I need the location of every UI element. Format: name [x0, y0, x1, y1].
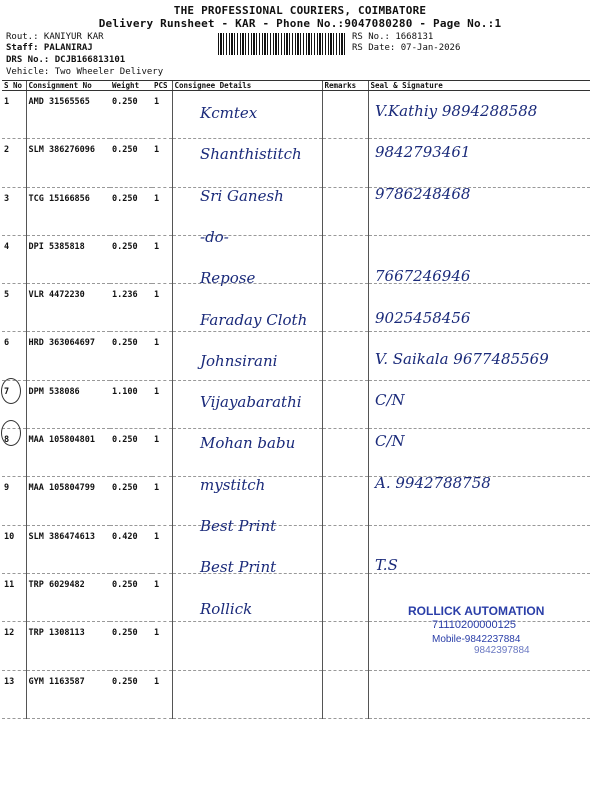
row-weight: 0.250 [110, 477, 152, 525]
row-pcs: 1 [152, 622, 172, 670]
row-pcs: 1 [152, 284, 172, 332]
row-signature-cell [368, 525, 590, 573]
row-weight: 0.250 [110, 139, 152, 187]
stamp-name: ROLLICK AUTOMATION [408, 604, 545, 618]
row-pcs: 1 [152, 573, 172, 621]
vehicle-label: Vehicle: Two Wheeler Delivery [6, 67, 164, 77]
drs-number: DRS No.: DCJB166813101 [6, 55, 126, 65]
row-weight: 0.250 [110, 429, 152, 477]
table-row [2, 235, 590, 283]
signature-handwriting: 9025458456 [375, 308, 471, 327]
row-9-circle-mark [1, 420, 21, 446]
col-signature: Seal & Signature [368, 81, 590, 91]
table-row [2, 525, 590, 573]
col-consignment: Consignment No [26, 81, 110, 91]
row-remarks-cell [322, 670, 368, 718]
signature-handwriting: C/N [375, 391, 405, 410]
row-weight: 0.250 [110, 670, 152, 718]
table-row [2, 670, 590, 718]
signature-handwriting: 7667246946 [375, 267, 471, 286]
rs-number: RS No.: 1668131 [352, 32, 434, 42]
row-consignment: VLR 4472230 [26, 284, 110, 332]
row-weight: 0.250 [110, 622, 152, 670]
row-pcs: 1 [152, 91, 172, 139]
row-sno: 2 [2, 139, 26, 187]
row-remarks-cell [322, 429, 368, 477]
table-row [2, 477, 590, 525]
row-remarks-cell [322, 525, 368, 573]
row-sno: 3 [2, 187, 26, 235]
consignee-handwriting: -do- [200, 227, 229, 246]
col-consignee: Consignee Details [172, 81, 322, 91]
row-pcs: 1 [152, 235, 172, 283]
row-sno: 8 [2, 429, 26, 477]
consignee-handwriting: Kcmtex [200, 104, 258, 122]
company-title: THE PROFESSIONAL COURIERS, COIMBATORE [173, 4, 427, 17]
row-consignment: SLM 386276096 [26, 139, 110, 187]
signature-handwriting: V. Saikala 9677485569 [375, 349, 549, 368]
row-signature-cell [368, 670, 590, 718]
row-sno: 7 [2, 380, 26, 428]
row-sno: 1 [2, 91, 26, 139]
signature-handwriting: T.S [375, 556, 398, 575]
row-remarks-cell [322, 91, 368, 139]
row-weight: 0.250 [110, 91, 152, 139]
row-remarks-cell [322, 477, 368, 525]
row-remarks-cell [322, 187, 368, 235]
row-pcs: 1 [152, 525, 172, 573]
col-sno: S No [2, 81, 26, 91]
consignee-handwriting: Mohan babu [200, 434, 296, 453]
row-weight: 0.250 [110, 187, 152, 235]
stamp-mobile: Mobile-9842237884 [432, 634, 521, 645]
row-remarks-cell [322, 139, 368, 187]
row-sno: 6 [2, 332, 26, 380]
row-remarks-cell [322, 235, 368, 283]
row-consignment: DPI 5385818 [26, 235, 110, 283]
row-pcs: 1 [152, 380, 172, 428]
stamp-code: 71110200000125 [432, 619, 517, 631]
barcode [218, 33, 346, 55]
row-remarks-cell [322, 573, 368, 621]
signature-handwriting: C/N [375, 432, 405, 451]
consignee-handwriting: Vijayabarathi [200, 393, 302, 412]
row-sno: 5 [2, 284, 26, 332]
row-remarks-cell [322, 332, 368, 380]
route-label: Rout.: KANIYUR KAR [6, 32, 104, 42]
signature-handwriting: 9842793461 [375, 143, 471, 162]
consignee-handwriting: Rollick [200, 599, 253, 618]
col-pcs: PCS [152, 81, 172, 91]
row-remarks-cell [322, 380, 368, 428]
row-weight: 1.100 [110, 380, 152, 428]
row-weight: 0.420 [110, 525, 152, 573]
signature-handwriting: V.Kathiy 9894288588 [375, 102, 538, 120]
row-sno: 13 [2, 670, 26, 718]
row-pcs: 1 [152, 187, 172, 235]
row-pcs: 1 [152, 139, 172, 187]
row-consignment: HRD 363064697 [26, 332, 110, 380]
row-consignment: SLM 386474613 [26, 525, 110, 573]
consignee-handwriting: Best Print [200, 517, 277, 535]
row-sno: 4 [2, 235, 26, 283]
row-consignment: DPM 538086 [26, 380, 110, 428]
consignee-handwriting: Johnsirani [200, 351, 278, 370]
row-consignment: TRP 6029482 [26, 573, 110, 621]
col-remarks: Remarks [322, 81, 368, 91]
row-remarks-cell [322, 622, 368, 670]
row-weight: 0.250 [110, 235, 152, 283]
row-consignment: TCG 15166856 [26, 187, 110, 235]
row-consignment: AMD 31565565 [26, 91, 110, 139]
row-pcs: 1 [152, 429, 172, 477]
table-row [2, 429, 590, 477]
row-remarks-cell [322, 284, 368, 332]
consignee-handwriting: Sri Ganesh [200, 186, 284, 205]
table-row [2, 187, 590, 235]
row-consignment: TRP 1308113 [26, 622, 110, 670]
row-sno: 12 [2, 622, 26, 670]
row-weight: 0.250 [110, 573, 152, 621]
row-weight: 1.236 [110, 284, 152, 332]
consignee-handwriting: Shanthistitch [200, 145, 302, 164]
row-pcs: 1 [152, 670, 172, 718]
row-8-circle-mark [1, 378, 21, 404]
rs-date: RS Date: 07-Jan-2026 [352, 43, 461, 53]
signature-handwriting: A. 9942788758 [375, 473, 491, 492]
staff-label: Staff: PALANIRAJ [6, 43, 93, 53]
row-consignment: MAA 105804799 [26, 477, 110, 525]
row-consignee-cell [172, 622, 322, 670]
row-sno: 11 [2, 573, 26, 621]
row-consignment: GYM 1163587 [26, 670, 110, 718]
row-consignee-cell [172, 670, 322, 718]
row-sno: 10 [2, 525, 26, 573]
consignee-handwriting: Repose [200, 269, 256, 288]
row-pcs: 1 [152, 477, 172, 525]
table-header [2, 81, 590, 91]
row-pcs: 1 [152, 332, 172, 380]
row-sno: 9 [2, 477, 26, 525]
runsheet-title: Delivery Runsheet - KAR - Phone No.:9047080280 - Page No.:1 [98, 17, 502, 30]
signature-handwriting: 9786248468 [375, 184, 471, 203]
consignee-handwriting: mystitch [200, 475, 266, 494]
consignee-handwriting: Faraday Cloth [200, 310, 308, 329]
row-consignment: MAA 105804801 [26, 429, 110, 477]
col-weight: Weight [110, 81, 152, 91]
consignee-handwriting: Best Print [200, 558, 277, 577]
row-weight: 0.250 [110, 332, 152, 380]
stamp-extra: 9842397884 [474, 645, 530, 656]
